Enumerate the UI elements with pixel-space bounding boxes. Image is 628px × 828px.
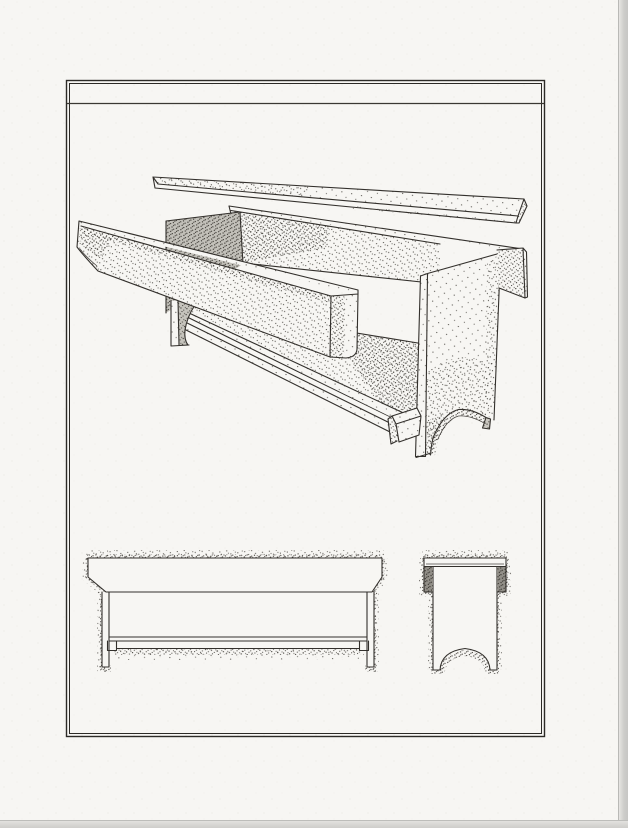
scan-page-edge-right: [618, 0, 628, 828]
end-elevation: [422, 556, 508, 671]
front-elev-top-board: [88, 558, 382, 592]
front-elevation: [86, 556, 384, 669]
front-elev-shelf-edge: [109, 637, 367, 641]
scan-page-edge-bottom: [0, 820, 628, 828]
end-elev-top-board: [424, 558, 506, 567]
front-elev-right-leg: [367, 592, 374, 667]
front-elev-apron: [109, 592, 367, 637]
front-elev-rail: [109, 641, 367, 649]
front-elev-left-leg: [102, 592, 109, 667]
